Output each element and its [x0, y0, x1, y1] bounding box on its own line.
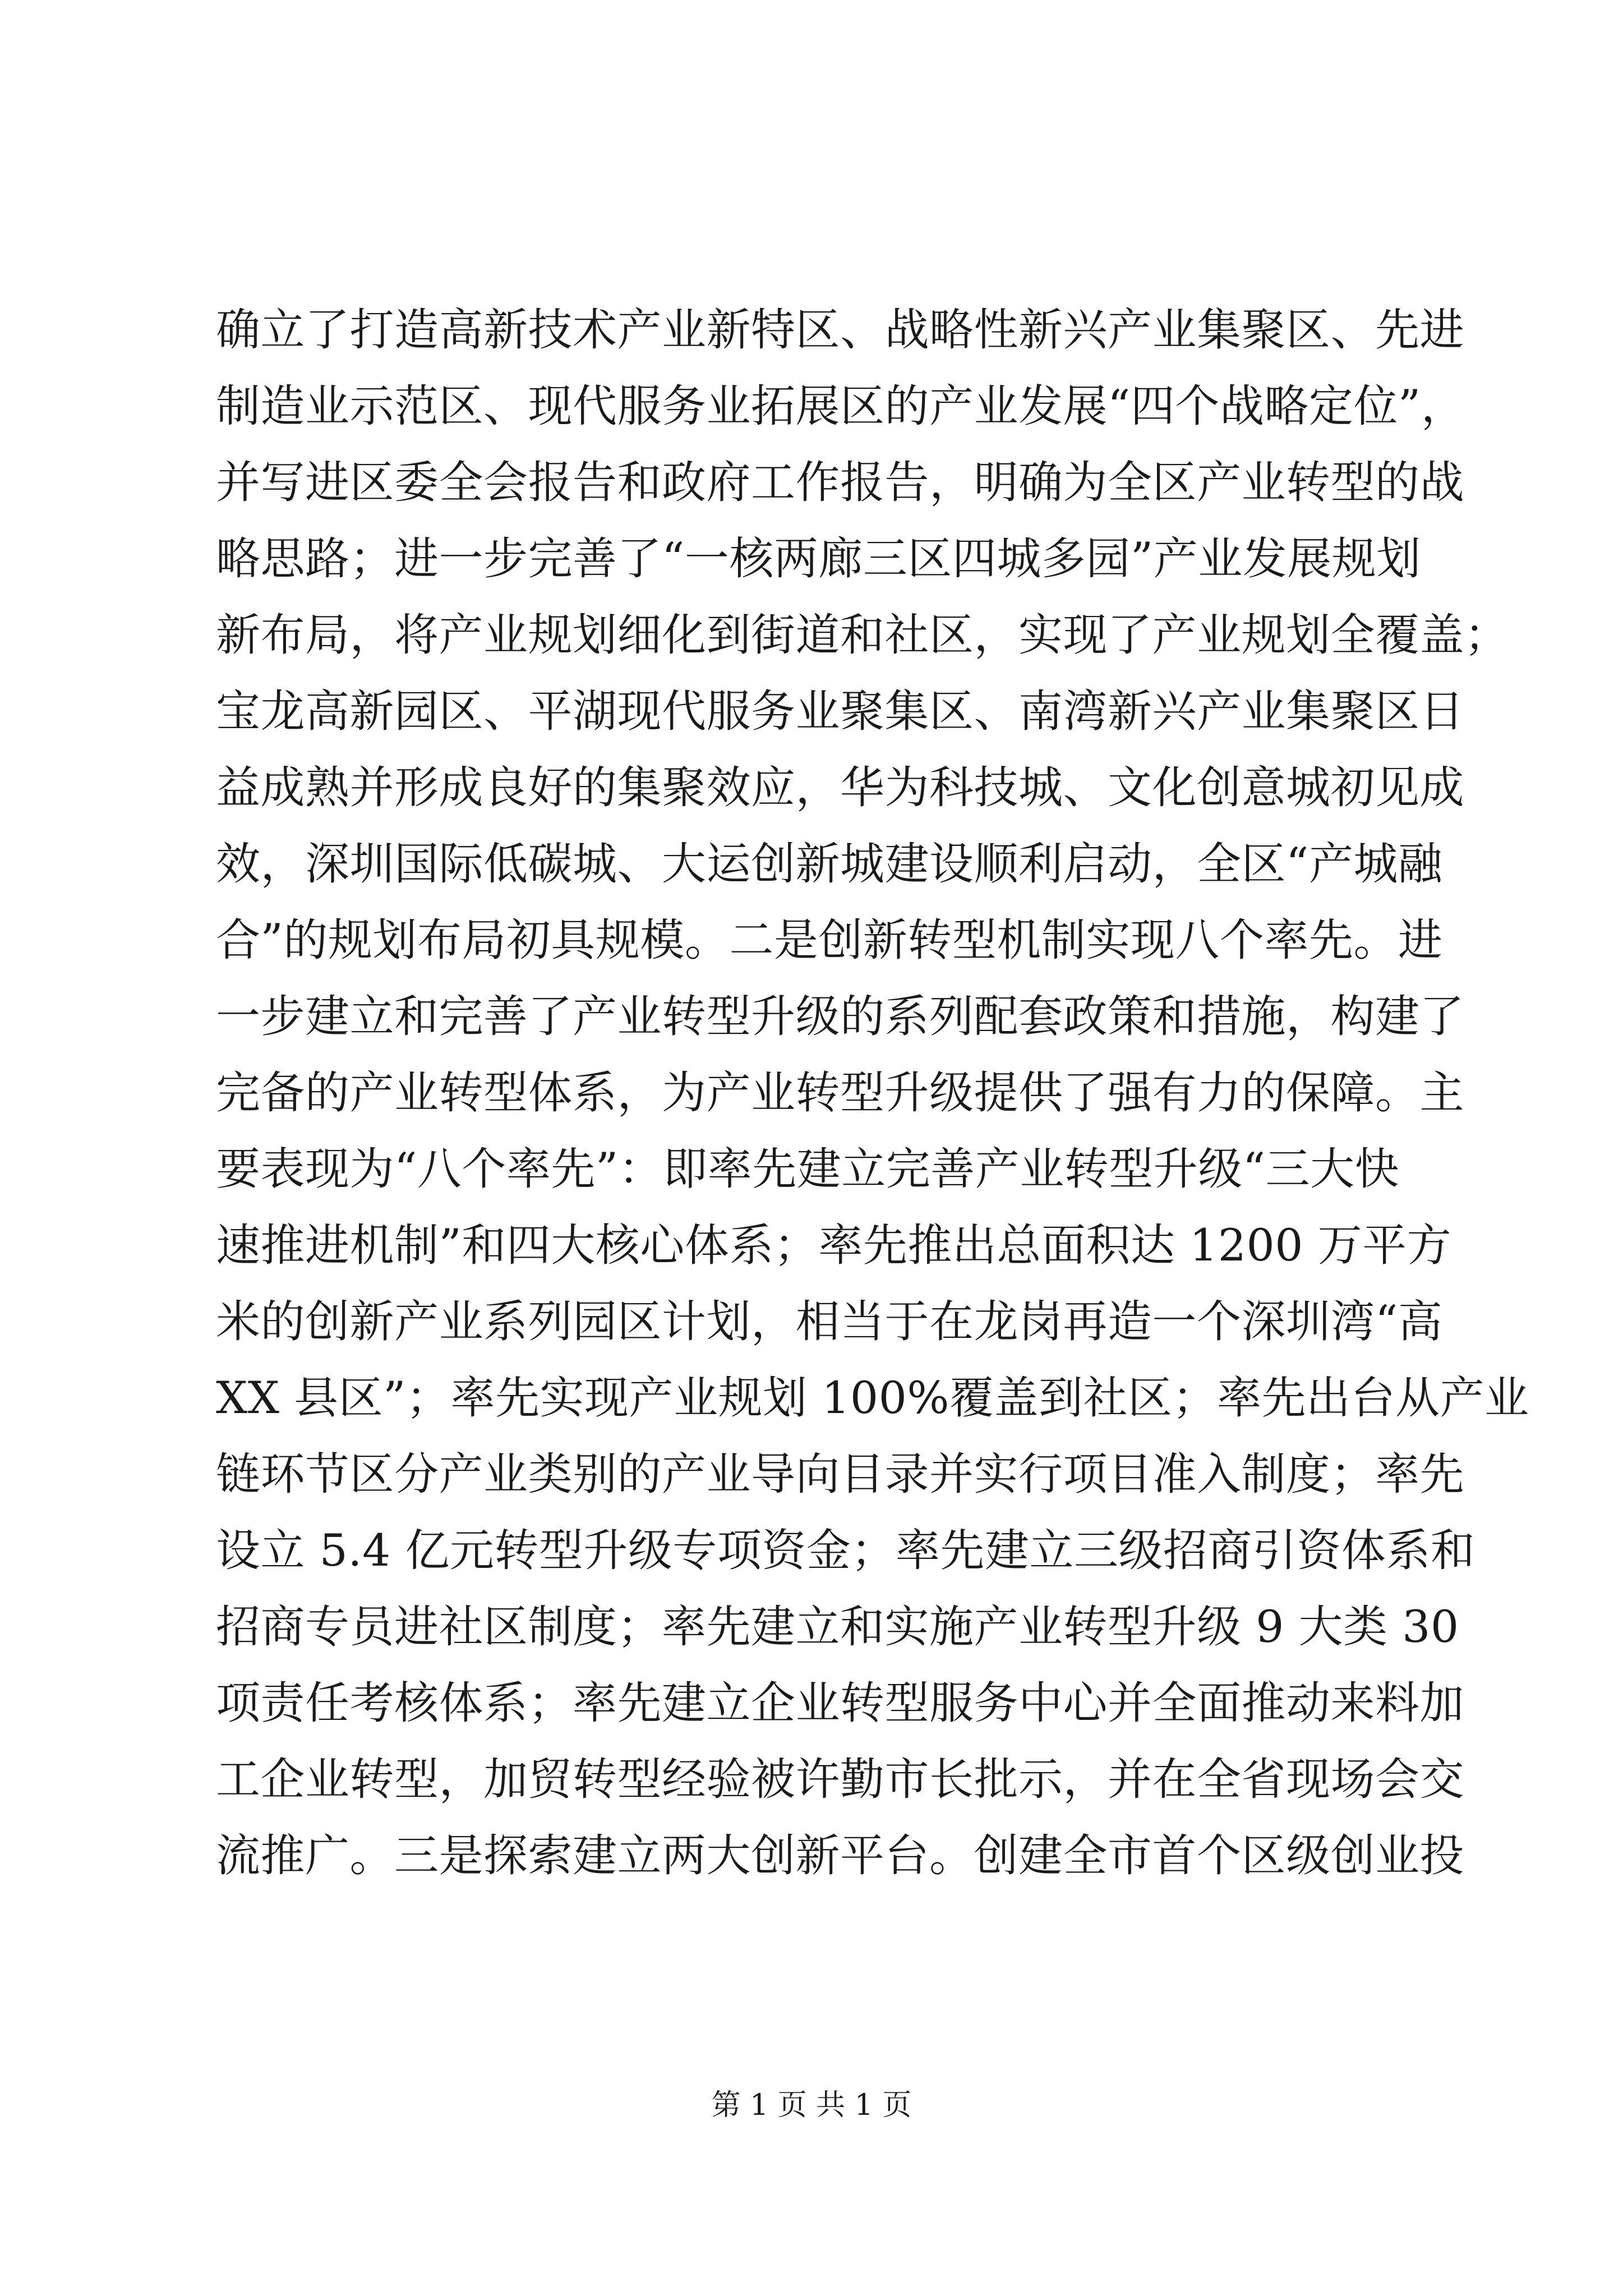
- text-line: 流推广。三是探索建立两大创新平台。创建全市首个区级创业投: [216, 1830, 1464, 1881]
- text-line: 制造业示范区、现代服务业拓展区的产业发展“四个战略定位”，: [216, 380, 1466, 432]
- text-line: 要表现为“八个率先”：即率先建立完善产业转型升级“三大快: [216, 1143, 1400, 1195]
- text-line: 确立了打造高新技术产业新特区、战略性新兴产业集聚区、先进: [216, 304, 1464, 356]
- text-line: 速推进机制”和四大核心体系；率先推出总面积达 1200 万平方: [216, 1220, 1452, 1271]
- text-line: 一步建立和完善了产业转型升级的系列配套政策和措施，构建了: [216, 991, 1464, 1042]
- body-text: [216, 292, 1529, 1894]
- text-line: 完备的产业转型体系，为产业转型升级提供了强有力的保障。主: [216, 1067, 1464, 1119]
- text-line: 效，深圳国际低碳城、大运创新城建设顺利启动，全区“产城融: [216, 838, 1443, 890]
- text-line: 益成熟并形成良好的集聚效应，华为科技城、文化创意城初见成: [216, 762, 1464, 813]
- text-line: 招商专员进社区制度；率先建立和实施产业转型升级 9 大类 30: [216, 1601, 1459, 1653]
- text-line: 项责任考核体系；率先建立企业转型服务中心并全面推动来料加: [216, 1677, 1464, 1729]
- text-line: 米的创新产业系列园区计划，相当于在龙岗再造一个深圳湾“高: [216, 1296, 1443, 1347]
- page-number-label: 第 1 页 共 1 页: [711, 2088, 912, 2122]
- text-line: 合”的规划布局初具规模。二是创新转型机制实现八个率先。进: [216, 914, 1443, 966]
- text-line: 设立 5.4 亿元转型升级专项资金；率先建立三级招商引资体系和: [216, 1525, 1476, 1576]
- text-line: 工企业转型，加贸转型经验被许勤市长批示，并在全省现场会交: [216, 1754, 1464, 1805]
- page-footer: [0, 2081, 1623, 2123]
- text-line: XX 县区”；率先实现产业规划 100%覆盖到社区；率先出台从产业: [216, 1372, 1529, 1424]
- text-line: 宝龙高新园区、平湖现代服务业聚集区、南湾新兴产业集聚区日: [216, 685, 1464, 737]
- text-line: 链环节区分产业类别的产业导向目录并实行项目准入制度；率先: [216, 1448, 1464, 1500]
- text-line: 新布局，将产业规划细化到街道和社区，实现了产业规划全覆盖；: [216, 609, 1509, 661]
- text-line: 并写进区委全会报告和政府工作报告，明确为全区产业转型的战: [216, 457, 1464, 508]
- text-line: 略思路；进一步完善了“一核两廊三区四城多园”产业发展规划: [216, 533, 1421, 585]
